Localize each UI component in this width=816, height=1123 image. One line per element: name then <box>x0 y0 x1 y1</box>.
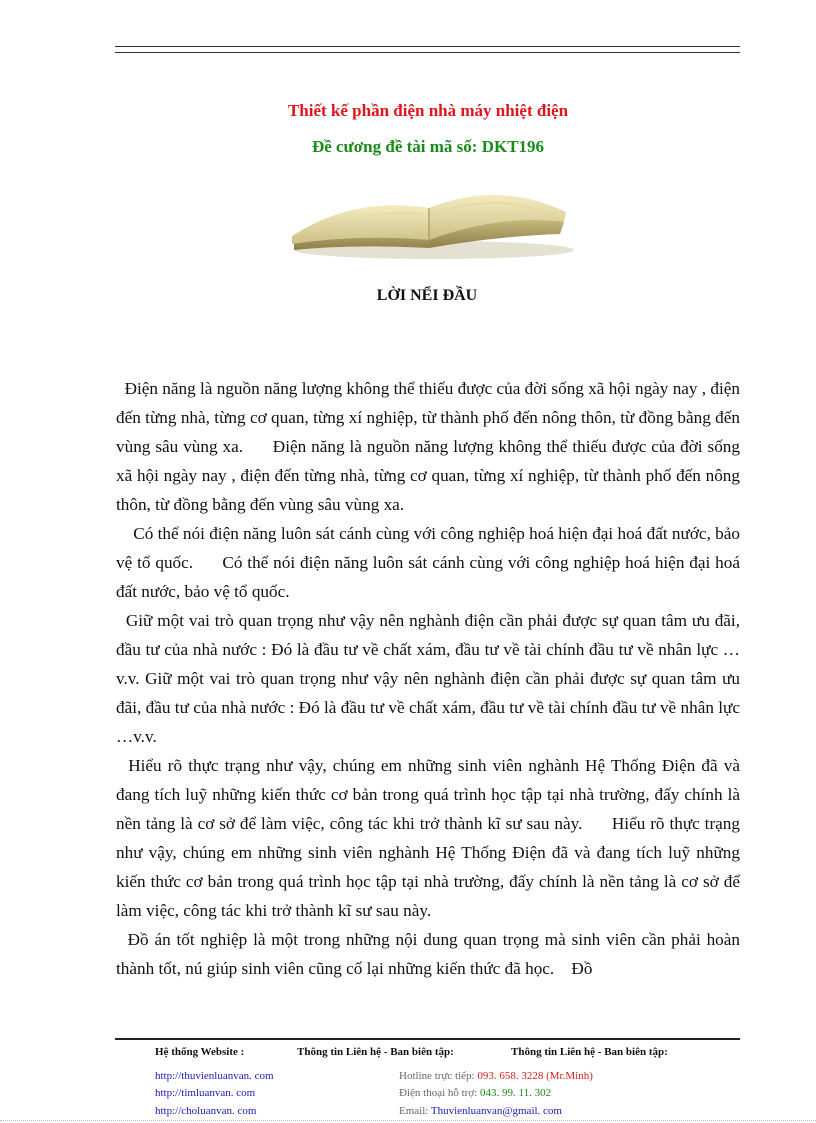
paragraph-3: Giữ một vai trò quan trọng như vậy nên nghành điện cần phải được sự quan tâm ưu đãi, đầu tư của nhà nước : Đó là đầu tư về chất xám, đầu tư về tài chính đầu tư về nhân lực …v.v. Giữ một vai trò quan trọng như vậy nên nghành điện cần phải được sự quan tâm ưu đãi, đầu tư của nhà nước : Đó là đầu tư về chất xám, đầu tư về tài chính đầu tư về nhân lực …v.v. <box>116 611 740 746</box>
phone-label: Điện thoại hỗ trợ: <box>399 1087 478 1099</box>
paragraph-2: Có thể nói điện năng luôn sát cánh cùng với công nghiệp hoá hiện đại hoá đất nước, bảo vệ tổ quốc. Có thể nói điện năng luôn sát cánh cùng với công nghiệp hoá hiện đại hoá đất nước, bảo vệ tổ quốc. <box>116 524 740 601</box>
footer-contact <box>399 1068 593 1121</box>
phone-value: 043. 99. 11. 302 <box>479 1087 552 1099</box>
footer-contact-heading: Thông tin Liên hệ - Ban biên tập: <box>297 1046 454 1058</box>
document-subtitle: Đề cương đề tài mã số: DKT196 <box>311 137 545 156</box>
website-link-2[interactable]: http://timluanvan. com <box>155 1087 256 1099</box>
paragraph-5: Đồ án tốt nghiệp là một trong những nội dung quan trọng mà sinh viên cần phải hoàn thành tốt, nú giúp sinh viên cũng cố lại những kiến thức đã học. Đồ <box>116 930 740 978</box>
hotline-label: Hotline trực tiếp: <box>399 1069 475 1082</box>
footer-contact-heading-col-2 <box>511 1044 668 1062</box>
page-bottom-border <box>0 1120 816 1121</box>
paragraph-1: Điện năng là nguồn năng lượng không thể thiếu được của đời sống xã hội ngày nay , điện đến từng nhà, từng cơ quan, từng xí nghiệp, từ thành phố đến nông thôn, từ đồng bằng đến vùng sâu vùng xa. Điện năng là nguồn năng lượng không thể thiếu được của đời sống xã hội ngày nay , điện đến từng nhà, từng cơ quan, từng xí nghiệp, từ thành phố đến nông thôn, từ đồng bằng đến vùng sâu vùng xa. <box>116 379 740 514</box>
document-title: Thiết kế phần điện nhà máy nhiệt điện <box>287 101 569 120</box>
paragraph-4: Hiểu rõ thực trạng như vậy, chúng em những sinh viên nghành Hệ Thống Điện đã và đang tích luỹ những kiến thức cơ bản trong quá trình học tập tại nhà trường, đấy chính là nền tảng là cơ sở để làm việc, công tác khi trở thành kĩ sư sau này. Hiểu rõ thực trạng như vậy, chúng em những sinh viên nghành Hệ Thống Điện đã và đang tích luỹ những kiến thức cơ bản trong quá trình học tập tại nhà trường, đấy chính là nền tảng là cơ sở để làm việc, công tác khi trở thành kĩ sư sau này. <box>116 756 740 920</box>
footer-websites-heading: Hệ thống Website : <box>155 1046 245 1058</box>
section-heading: LỜI NỂI ĐẦU <box>376 287 478 304</box>
website-link-1[interactable]: http://thuvienluanvan. com <box>155 1069 274 1082</box>
footer-rule <box>115 1038 740 1040</box>
email-label: Email: <box>399 1104 429 1117</box>
open-book-icon <box>284 178 574 260</box>
footer-contact-heading-col <box>297 1044 454 1062</box>
footer-contact-heading-2: Thông tin Liên hệ - Ban biên tập: <box>511 1046 668 1058</box>
footer-websites <box>155 1044 274 1120</box>
website-link-3[interactable]: http://choluanvan. com <box>155 1104 257 1117</box>
body-text <box>116 374 740 983</box>
email-link[interactable]: Thuvienluanvan@gmail. com <box>430 1104 562 1117</box>
hotline-value: 093. 658. 3228 (Mr.Minh) <box>477 1069 593 1082</box>
top-double-rule <box>115 46 740 53</box>
